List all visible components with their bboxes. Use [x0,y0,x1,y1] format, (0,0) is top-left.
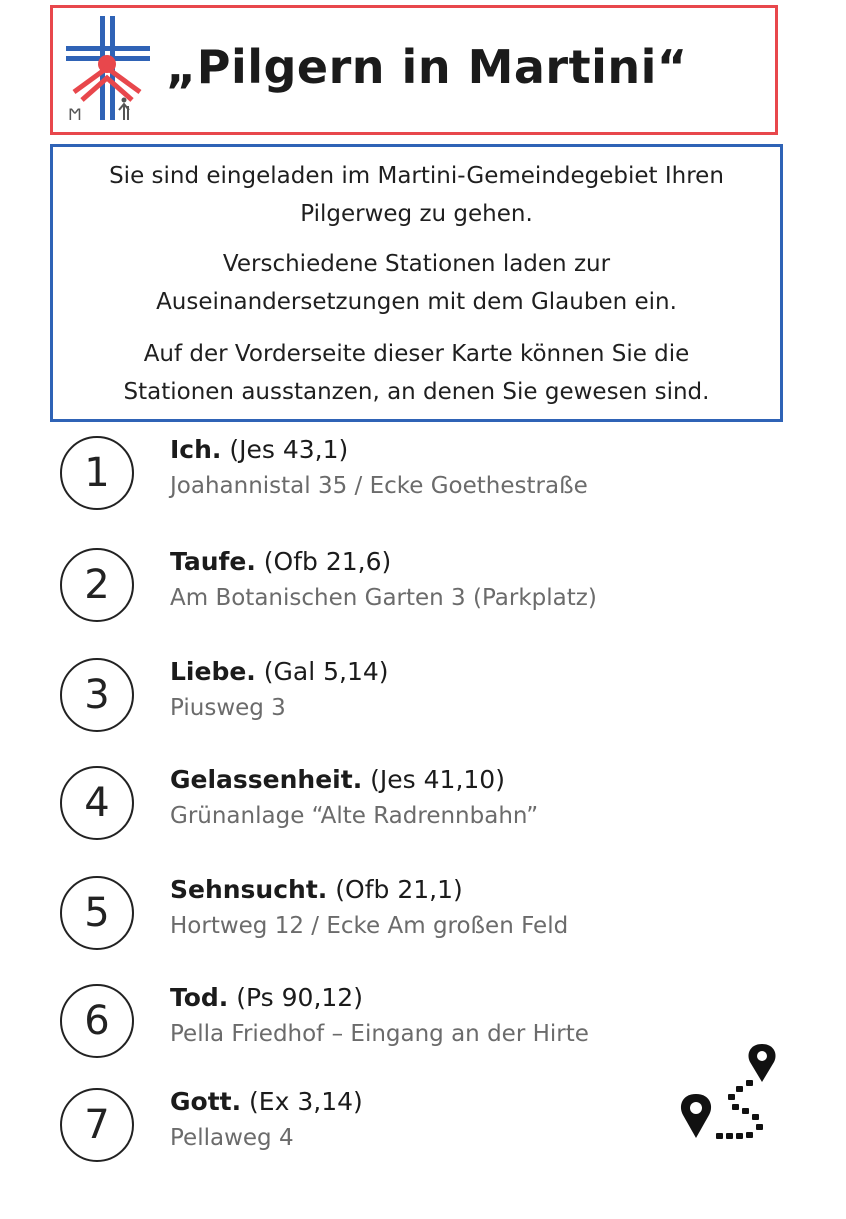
svg-text:Ϻ: Ϻ [68,105,82,124]
station-name: Taufe. [170,547,256,576]
station-address: Piusweg 3 [170,695,286,721]
church-logo-icon [64,16,152,126]
intro-paragraph-1: Sie sind eingeladen im Martini-Gemeindegebiet Ihren Pilgerweg zu gehen. [109,163,724,227]
station-bible-ref: (Ofb 21,1) [335,875,463,904]
station-bible-ref: (Jes 43,1) [229,435,349,464]
station-address: Pella Friedhof – Eingang an der Hirte [170,1021,589,1047]
station-bible-ref: (Ps 90,12) [236,983,363,1012]
station-number-circle: 7 [60,1088,134,1162]
station-bible-ref: (Ex 3,14) [249,1087,363,1116]
station-number-circle: 1 [60,436,134,510]
station-number-circle: 2 [60,548,134,622]
station-bible-ref: (Jes 41,10) [370,765,505,794]
intro-paragraph-3: Auf der Vorderseite dieser Karte können Sie die Stationen ausstanzen, an denen Sie gewesen sind. [123,341,710,405]
station-name: Sehnsucht. [170,875,328,904]
station-name: Ich. [170,435,222,464]
station-name: Tod. [170,983,229,1012]
station-number-circle: 5 [60,876,134,950]
station-name: Gelassenheit. [170,765,363,794]
page-title: „Pilgern in Martini“ [166,40,688,94]
station-address: Pellaweg 4 [170,1125,294,1151]
station-1 [60,436,760,532]
station-number-circle: 4 [60,766,134,840]
route-map-pins-icon [676,1040,782,1146]
station-7 [60,1088,760,1184]
station-bible-ref: (Gal 5,14) [263,657,389,686]
station-6 [60,984,760,1080]
station-address: Am Botanischen Garten 3 (Parkplatz) [170,585,597,611]
intro-box [50,144,783,422]
station-2 [60,548,760,644]
station-address: Joahannistal 35 / Ecke Goethestraße [170,473,588,499]
station-bible-ref: (Ofb 21,6) [263,547,392,576]
station-4 [60,766,760,862]
intro-paragraph-2: Verschiedene Stationen laden zur Auseinandersetzungen mit dem Glauben ein. [156,251,677,315]
station-address: Hortweg 12 / Ecke Am großen Feld [170,913,569,939]
station-name: Gott. [170,1087,242,1116]
station-name: Liebe. [170,657,256,686]
station-5 [60,876,760,972]
station-number-circle: 6 [60,984,134,1058]
station-number-circle: 3 [60,658,134,732]
station-3 [60,658,760,754]
station-address: Grünanlage “Alte Radrennbahn” [170,803,539,829]
